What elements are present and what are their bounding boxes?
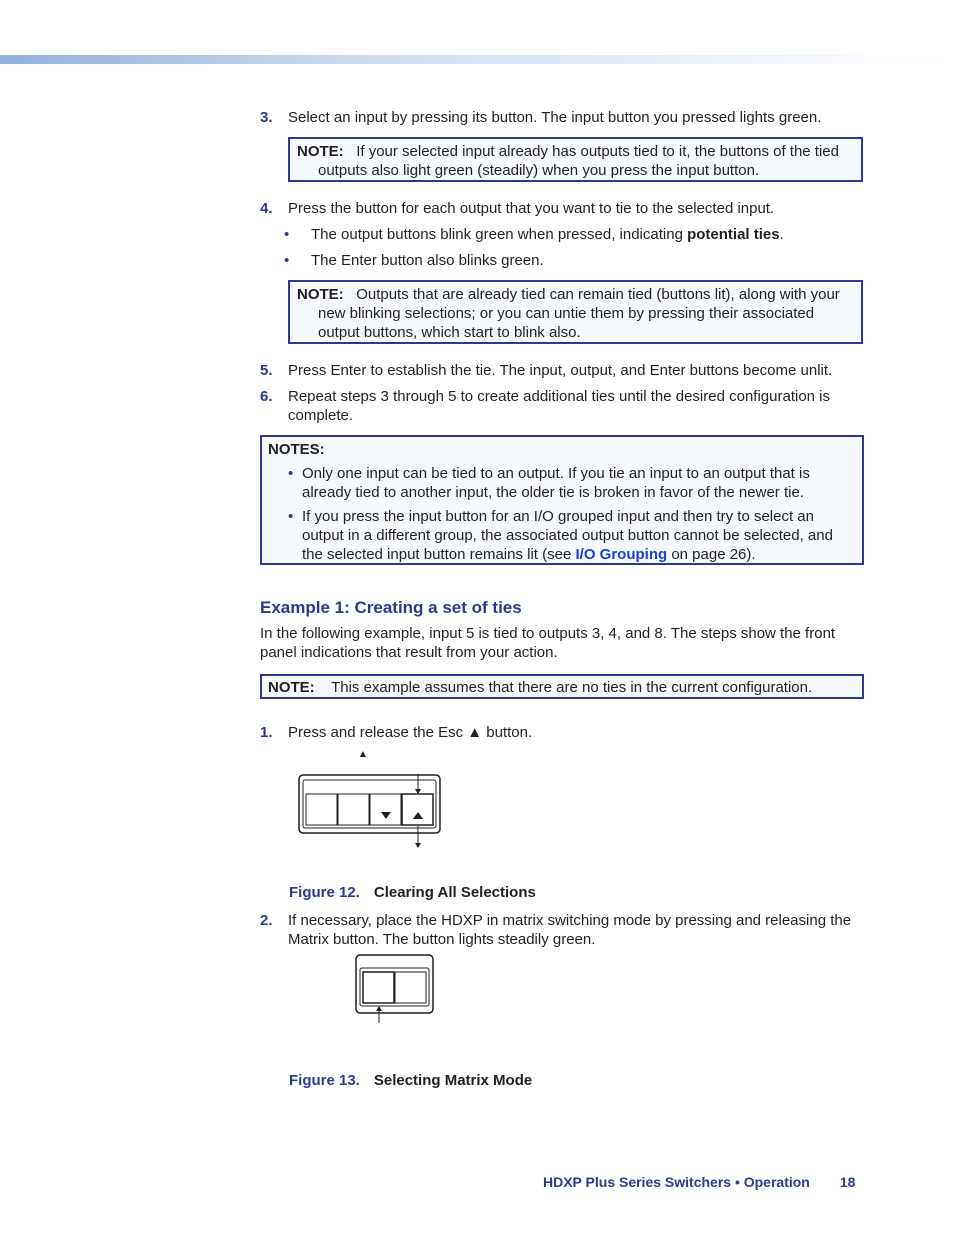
figure-title: Selecting Matrix Mode (373, 1072, 533, 1089)
page-number: 18 (839, 1174, 856, 1190)
notes-item (262, 464, 850, 502)
note-box (260, 674, 864, 699)
notes-item-text-end: on page 26). (667, 546, 756, 563)
step-text: Press the button for each output that you want to tie to the selected input. (288, 200, 775, 217)
notes-label: NOTES: (268, 441, 325, 458)
bullet-text: The output buttons blink green when pressed, indicating (311, 226, 688, 243)
bullet-text: The Enter button also blinks green. (311, 252, 544, 269)
step-4 (260, 199, 860, 218)
footer-title: HDXP Plus Series Switchers • Operation (543, 1174, 810, 1190)
note-label: NOTE: (297, 143, 344, 160)
matrix-button-drawing (355, 954, 437, 1026)
bullet-item (284, 251, 844, 270)
step-3 (260, 108, 860, 127)
bullet-icon: • (284, 252, 290, 269)
bullet-emphasis: potential ties (687, 226, 780, 243)
header-bar (0, 55, 954, 64)
bullet-icon: • (288, 508, 294, 525)
section-heading: Example 1: Creating a set of ties (260, 598, 522, 617)
step-text: Repeat steps 3 through 5 to create additional ties until the desired configuration is complete. (288, 388, 831, 424)
step-5 (260, 361, 860, 380)
bullet-icon: • (288, 465, 294, 482)
figure-number: Figure 13. (289, 1072, 360, 1089)
front-panel-drawing (298, 770, 448, 852)
note-label: NOTE: (297, 286, 344, 303)
step-6 (260, 387, 860, 425)
step-number: 3. (260, 109, 273, 126)
step-number: 6. (260, 388, 273, 405)
step-text: Press and release the Esc ▲ button. (288, 724, 533, 741)
example-step-1 (260, 723, 860, 742)
step-number: 2. (260, 912, 273, 929)
note-box (288, 137, 863, 182)
example-step-2 (260, 911, 860, 949)
step-number: 1. (260, 724, 273, 741)
note-text: Outputs that are already tied can remain tied (buttons lit), along with your new blinking selections; or you can untie them by pressing their associated output buttons, which start to blink also. (318, 286, 840, 341)
bullet-text-end: . (779, 226, 784, 243)
figure-12-caption (289, 884, 536, 901)
step-text: If necessary, place the HDXP in matrix switching mode by pressing and releasing the Matrix button. The button lights steadily green. (288, 912, 852, 948)
step-text: Press Enter to establish the tie. The input, output, and Enter buttons become unlit. (288, 362, 833, 379)
notes-item-text: If you press the input button for an I/O grouped input and then try to select an output in a different group, the associated output button cannot be selected, and the selected input button remains lit (see (302, 508, 833, 563)
notes-item (262, 507, 850, 564)
figure-title: Clearing All Selections (373, 884, 536, 901)
figure-13-caption (289, 1072, 532, 1089)
bullet-icon: • (284, 226, 290, 243)
note-box (288, 280, 863, 344)
note-text: If your selected input already has outputs tied to it, the buttons of the tied outputs also light green (steadily) when you press the input button. (318, 143, 839, 179)
step-text: Select an input by pressing its button. The input button you pressed lights green. (288, 109, 822, 126)
intro-paragraph: In the following example, input 5 is tied to outputs 3, 4, and 8. The steps show the front panel indications that result from your action. (260, 625, 836, 661)
step-number: 5. (260, 362, 273, 379)
step-number: 4. (260, 200, 273, 217)
note-text: This example assumes that there are no ties in the current configuration. (331, 679, 813, 696)
notes-box (260, 435, 864, 565)
note-label: NOTE: (268, 679, 315, 696)
figure-number: Figure 12. (289, 884, 360, 901)
page-footer (543, 1174, 855, 1190)
io-grouping-link[interactable]: I/O Grouping (575, 546, 668, 563)
bullet-item (284, 225, 844, 244)
notes-item-text: Only one input can be tied to an output. If you tie an input to an output that is already tied to another input, the older tie is broken in favor of the newer tie. (302, 465, 810, 501)
esc-label: ▲ (358, 749, 368, 760)
